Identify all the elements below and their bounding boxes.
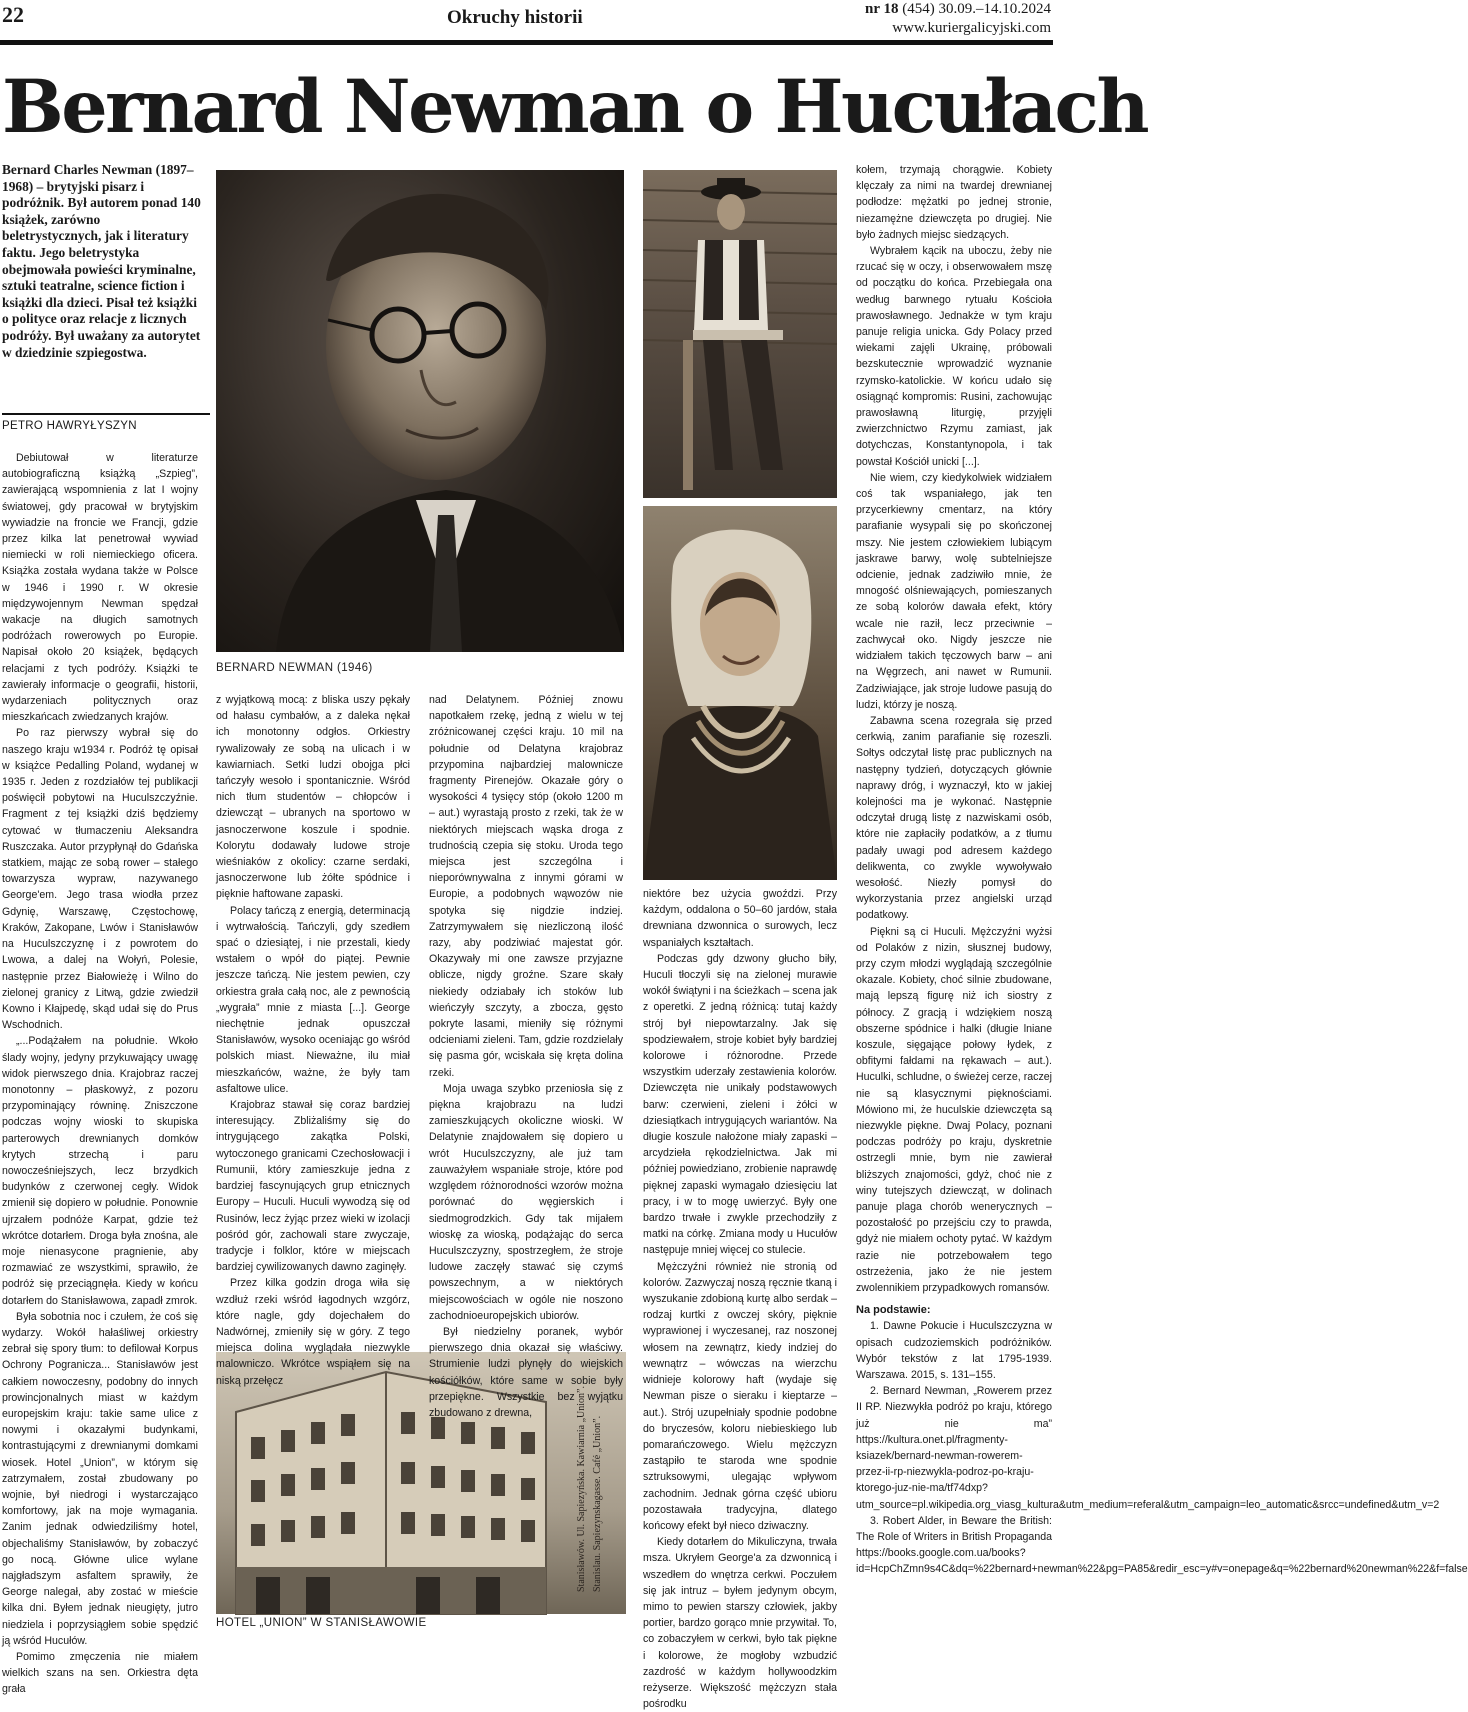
paragraph: niektóre bez użycia gwoździ. Przy każdym, oddalona o 50–60 jardów, stała drewniana dzwonnica o surowych, lecz wspaniałych kształtach. <box>643 888 837 949</box>
paragraph: Była sobotnia noc i czułem, że coś się wydarzy. Wokół hałaśliwej orkiestry zebrał się spory tłum: to defilował Korpus Ochrony Pogranicza... Stanisławów jest całkiem nowoczesny, podobny do innych prowincjonalnych miast w każdym europejskim kraju: takie same ulice z nowymi i okazałymi budynkami, kontrastującymi z drewnianymi domkami wiosek. Hotel „Union”, w którym się zatrzymałem, został zbudowany po wojnie, był niedrogi i wystarczająco komfortowy, jak na moje wymagania. Zanim jednak odwiedziliśmy hotel, objechaliśmy Stanisławów, by zobaczyć go nocą. Główne ulice wylane najgładszym asfaltem sprawiły, że George nalegał, aby zostać w mieście kilka dni. Byłem jednak nieugięty, jutro niedziela i poprzysiągłem sobie spędzić ją wśród Hucułów. <box>2 1310 198 1647</box>
paragraph: nad Delatynem. Później znowu napotkałem rzekę, jedną z wielu w tej zróżnicowanej części kraju. 10 mil na południe od Delatyna krajobraz przypomina najbardziej malownicze fragmenty Pirenejów. Okazałe góry o wysokości 4 tysięcy stóp (około 1200 m – aut.) wyrastają prosto z rzeki, tak że w niektórych miejscach wąska droga z trudnością czepia się stoku. Uroda tego miejsca jest szczególna i nieporównywalna z innymi górami w Europie, a podobnych wąwozów nie spotyka się nigdzie indziej. Zatrzymywałem się niezliczoną ilość razy, aby podziwiać majestat gór. Okazywały mi one zawsze przyjazne oblicze, nigdy groźne. Szare skały niekiedy odziabały ich stoków lub wieńczyły szczyty, a zbocza, gęsto pokryte lasami, mieniły się różnymi odcieniami zieleni. Tam, gdzie rozdzielały się pasma gór, wciskała się kręta dolina rzeki. <box>429 694 623 1079</box>
paragraph: Po raz pierwszy wybrał się do naszego kraju w1934 r. Podróż tę opisał w książce Pedalling Poland, wydanej w 1935 r. Jeden z rozdziałów tej publikacji poświęcił pobytowi na Huculszczyźnie. Fragment z tej książki dziś będziemy cytować w tłumaczeniu Aleksandra Ruszczaka. Autor przypłynął do Gdańska statkiem, mając ze sobą rower – stałego towarzysza wypraw, nazywanego George'em. Jego trasa wiodła przez Gdynię, Warszawę, Częstochowę, Kraków, Zakopane, Lwów i Stanisławów na Huculszczyznę i z powrotem do Lwowa, a dalej na Wołyń, Polesie, następnie przez Białowieżę i Wilno do zielonej granicy z Litwą, gdzie zwiedził Kowno i Kłajpedę, skąd udał się do Prus Wschodnich. <box>2 727 198 1032</box>
newman-portrait-photo <box>216 170 624 652</box>
source-item[interactable]: 3. Robert Alder, in Beware the British: The Role of Writers in British Propaganda https://books.google.com.ua/books?id=HcpChZmn9s4C&dq=%22bernard+newman%22&pg=PA85&redir_esc=y#v=onepage&q=%22bernard%20newman%22&f=false <box>856 1514 1468 1576</box>
paragraph: Kiedy dotarłem do Mikuliczyna, trwała msza. Ukryłem George'a za dzwonnicą i wszedłem do wnętrza cerkwi. Poczułem się jak intruz – byłem jedynym obcym, mimo to pewien starszy człowiek, jakby portier, bardzo gorąco mnie przywitał. To, co zobaczyłem w cerkwi, było tak piękne i kolorowe, że mogłoby wzbudzić zazdrość w każdym hollywoodzkim reżyserze. Większość mężczyzn stała pośrodku <box>643 1536 837 1711</box>
website-link[interactable]: www.kuriergalicyjski.com <box>892 20 1051 36</box>
paragraph: Debiutował w literaturze autobiograficzną książką „Szpieg”, zawierającą wspomnienia z lat I wojny światowej, gdy pracował w brytyjskim wywiadzie na froncie we Francji, gdzie przez kilka lat penetrował wywiad niemiecki w roli niemieckiego oficera. Książka została wydana także w Polsce w 1946 i 1990 r. W okresie międzywojennym Newman spędzał wakacje na długich samotnych podróżach rowerowych po Europie. Napisał około 20 książek, będących relacjami z tych podróży. Książki te zawierały informacje o geografii, historii, wydarzeniach politycznych oraz mieszkańcach zwiedzanych krajów. <box>2 452 198 724</box>
issue-info <box>865 0 1051 38</box>
paragraph: Polacy tańczą z energią, determinacją i wytrwałością. Tańczyli, gdy szedłem spać o dziesiątej, i nie przestali, kiedy wstałem o wpół do piątej. Pewnie jeszcze tańczą. Nie jestem pewien, czy orkiestra grała całą noc, ale z pewnością „wygrała” mnie z miasta [...]. George niechętnie jednak opuszczał Stanisławów, wysoko oceniając go wśród polskich miast. Nieważne, ilu miał mieszkańców, ważne, że były tam asfaltowe ulice. <box>216 904 410 1095</box>
paragraph: Piękni są ci Huculi. Mężczyźni wyżsi od Polaków z nizin, słusznej budowy, przy czym młodzi wyglądają szczególnie okazale. Kobiety, choć silnie zbudowane, mają lepszą figurę niż ich siostry z północy. Z gracją i wdziękiem noszą obszerne spódnice i halki (długie lniane koszule, sięgające połowy łydek, z obfitymi fałdami na rękawach – aut.). Huculki, schludne, o świeżej cerze, raczej nie są klasycznymi pięknościami. Mówiono mi, że huculskie dziewczęta są niezwykle piękne. Dwaj Polacy, poznani podczas podróży po kraju, dyskretnie ostrzegli mnie, bym nie zawierał bliższych znajomości, gdyż, choć nie z winy tutejszych dziewcząt, w dolinach panuje plaga chorób wenerycznych – pozostałość po przejściu czy to prawda, gdyż nie miałem ochoty pytać. W każdym razie nie potrzebowałem tego ostrzeżenia, jako że nie jestem zwolennikiem przypadkowych romansów. <box>856 925 1052 1295</box>
paragraph: Moja uwaga szybko przeniosła się z piękna krajobrazu na ludzi zamieszkujących okoliczne wioski. W Delatynie znajdowałem się dopiero u wrót Huculszczyzny, ale już tam zauważyłem wspaniałe stroje, które pod względem różnorodności wzorów można porównać do węgierskich i siedmogrodzkich. Gdy tak mijałem wioskę za wioską, podążając do serca Huculszczyzny, spostrzegłem, że stroje ludowe zaczęły stawać się czymś powszechnym, a w niektórych miejscowościach w ogóle nie noszono zachodnioeuropejskich ubiorów. <box>429 1082 623 1322</box>
hutsul-man-photo <box>643 170 837 498</box>
headline: Bernard Newman o Hucułach <box>2 64 1148 150</box>
portrait-illustration <box>216 170 624 652</box>
paragraph: kołem, trzymają chorągwie. Kobiety klęczały za nimi na twardej drewnianej podłodze: mężatki po jednej stronie, niezamężne dziewczęta po drugiej. Nie było żadnych miejsc siedzących. <box>856 164 1052 241</box>
source-item: 1. Dawne Pokucie i Huculszczyzna w opisach cudzoziemskich podróżników. Wybór tekstów z lat 1795-1939. Warszawa. 2015, s. 131–155. <box>856 1320 1052 1382</box>
issue-number: nr 18 <box>865 1 899 17</box>
paragraph: Przez kilka godzin droga wiła się wzdłuż rzeki wśród łagodnych wzgórz, które nagle, gdy dojechałem do Nadwórnej, zmieniły się w góry. Z tego miejsca dolina wyglądała niezwykle malowniczo. Wkrótce wspiąłem się na niską przełęcz <box>216 1277 410 1387</box>
source-item[interactable]: 2. Bernard Newman, „Rowerem przez II RP. Niezwykła podróż po kraju, którego już nie ma” https://kultura.onet.pl/fragmenty-ksiazek/bernard-newman-rowerem-przez-ii-rp-niezwykla-podroz-po-kraju-ktorego-juz-nie-ma/tf74dxp?utm_source=pl.wikipedia.org_viasg_kultura&utm_medium=referal&utm_campaign=leo_automatic&srcc=undefined&utm_v=2 <box>856 1385 1440 1511</box>
paragraph: Podczas gdy dzwony głucho biły, Huculi tłoczyli się na zielonej murawie wokół świątyni i na ścieżkach – scena jak z operetki. Z jedną różnicą: tutaj każdy strój był niepowtarzalny. Jak się spodziewałem, stroje kobiet były bardziej kolorowe i różnorodne. Przede wszystkim uderzały zestawienia kolorów. Dziewczęta nie unikały podstawowych barw: czerwieni, zieleni i żółci w dziesiątkach intrygujących wariantów. Na długie koszule nałożone miały zapaski – arcydzieła rękodzielnictwa. Jak mi później powiedziano, zrobienie naprawdę pięknej zapaski wymagało dziesięciu lat pracy, i w to mogę uwierzyć. Były one bardzo trwałe i zwykle przechodziły z matki na córkę. Zmiana mody u Hucułów następuje mniej więcej co stulecie. <box>643 952 837 1257</box>
paragraph: Pomimo zmęczenia nie miałem wielkich szans na sen. Orkiestra dęta grała <box>2 1651 198 1696</box>
article-column-4 <box>643 886 837 1712</box>
postcard-caption-line2: Stanislau. Sapiezynskagasse. Café „Union”. <box>592 1415 603 1592</box>
newman-photo-caption: BERNARD NEWMAN (1946) <box>216 662 373 674</box>
paragraph: Wybrałem kącik na uboczu, żeby nie rzucać się w oczy, i obserwowałem mszę od początku do końca. Przebiegała ona według barwnego rytuału Kościoła prawosławnego. Jednakże w tym kraju panuje religia unicka. Gdy Polacy przed wiekami zajęli Ukrainę, próbowali bezskutecznie wprowadzić wyznanie rzymsko-katolickie. W końcu udało się osiągnąć kompromis: Rusini, zachowując prawosławną liturgię, przyjęli zwierzchnictwo Rzymu zamiast, jak dotychczas, Konstantynopola, i tak powstał Kościół unicki [...]. <box>856 245 1052 468</box>
sources-heading: Na podstawie: <box>856 1304 931 1317</box>
paragraph: Zabawna scena rozegrała się przed cerkwią, zanim parafianie się rozeszli. Sołtys odczytał listę prac publicznych na następny tydzień, dotyczących głównie naprawy dróg, i wyznaczył, kto w jakiej kolejności ma je wykonać. Następnie odczytał drugą listę z nazwiskami osób, które nie zapłaciły podatków, a z tłumu padały uwagi pod adresem każdego delikwenta, co zwykle wywoływało wesołość. Niezły pomysł do wykorzystania przez angielski urząd podatkowy. <box>856 714 1052 922</box>
hotel-photo-caption: HOTEL „UNION” W STANISŁAWOWIE <box>216 1617 427 1629</box>
header-rule <box>0 40 1053 45</box>
paragraph: Nie wiem, czy kiedykolwiek widziałem coś tak wspaniałego, jak ten przycerkiewny cmentarz, na który parafianie wysypali się po skończonej mszy. Nie jestem człowiekiem lubiącym jaskrawe barwy, wolę subtelniejsze odcienie, jednak zadziwiło mnie, że mnogość olśniewających, pomieszanych ze sobą kolorów dawała efekt, który wcale nie raził, lecz przeciwnie – zachwycał oko. Nigdy jeszcze nie widziałem takich tęczowych barw – ani na Węgrzech, ani nawet w Rumunii. Zadziwiające, jak stroje ludowe pasują do ludzi, którzy je noszą. <box>856 471 1052 711</box>
article-column-1 <box>2 450 198 1698</box>
paragraph: z wyjątkową mocą: z bliska uszy pękały od hałasu cymbałów, a z daleka nękał ich monotonny odgłos. Orkiestry rywalizowały ze sobą na ulicach i w kawiarniach. Setki ludzi obojga płci tańczyły wesoło i spontanicznie. Wśród nich tłum studentów – chłopców i dziewcząt – ubranych na sportowo w jasnoczerwone koszule i spodnie. Kolorytu dodawały ludowe stroje wieśniaków z okolicy: czarne serdaki, jasnoczerwone lub żółte spódnice i pięknie haftowane zapaski. <box>216 694 410 901</box>
page-number: 22 <box>2 2 24 27</box>
paragraph: Mężczyźni również nie stronią od kolorów. Zazwyczaj noszą ręcznie tkaną i wyszukanie zdobioną kurtę albo serdak – rodzaj kurtki z owczej skóry, pięknie wyprawionej i wyczesanej, raz noszonej włosem na zewnątrz, kiedy indziej do wewnątrz – wówczas na wierzchu widnieje kolorowy haft (wydaje się Newman pisze o sieraku i kieptarze – aut.). Strój uzupełniały spodnie podobne do bryczesów, koloru niebieskiego lub pomarańczowego. Wielu mężczyzn zastąpiło te staroda wne spodnie sztruksowymi, ulegając wpływom zachodnim. Jednak górna część ubioru pozostawała tradycyjna, dlatego końcowy efekt był nieco dziwaczny. <box>643 1260 837 1532</box>
paragraph: „...Podążałem na południe. Wkoło ślady wojny, jedyny przykuwający uwagę widok pierwszego dnia. Krajobraz raczej monotonny – płaskowyż, z pozoru przypominający równinę. Zniszczone podczas wojny wioski to skupiska parterowych drewnianych domków krytych strzechą i paru nowocześniejszych, lecz brzydkich budynków z czerwonej cegły. Widok zmienił się dopiero w południe. Ponownie ujrzałem podnóże Karpat, gdzie też wkrótce dotarłem. Droga była znośna, ale moje nienasycone pragnienie, aby rozmawiać ze wszystkimi, sprawiło, że podróż się przeciągnęła. Kiedy w końcu dotarłem do Stanisławowa, zapadł zmrok. <box>2 1035 198 1307</box>
hutsul-man-illustration <box>643 170 837 498</box>
article-column-5 <box>856 162 1468 1578</box>
article-column-2 <box>216 692 410 1389</box>
issue-dates: (454) 30.09.–14.10.2024 <box>902 1 1051 17</box>
postcard-caption-line1: Stanisławów. Ul. Sapiezyńska. Kawiarnia „Union”. <box>576 1386 587 1592</box>
paragraph: Był niedzielny poranek, wybór pierwszego dnia okazał się właściwy. Strumienie ludzi płynęły do wiejskich kościółków, które same w sobie były przepiękne. Wszystkie bez wyjątku zbudowano z drewna, <box>429 1325 623 1419</box>
lede: Bernard Charles Newman (1897–1968) – brytyjski pisarz i podróżnik. Był autorem ponad 140 książek, zarówno beletrystycznych, jak i literatury faktu. Jego beletrystyka obejmowała powieści kryminalne, sztuki teatralne, science fiction i książki dla dzieci. Pisał też książki o polityce oraz relacje z licznych podróży. Był uważany za autorytet w dziedzinie szpiegostwa. <box>2 162 201 360</box>
page-header <box>0 0 1053 46</box>
paragraph: Krajobraz stawał się coraz bardziej interesujący. Zbliżaliśmy się do intrygującego zakątka Polski, wytoczonego granicami Czechosłowacji i Rumunii, który zamieszkuje jedna z bardziej fascynujących grup etnicznych Europy – Huculi. Huculi wywodzą się od Rusinów, lecz żyjąc przez wieki w izolacji pośród gór, zachowali stare zwyczaje, tradycje i folklor, które w miejscach bardziej cywilizowanych dawno zaginęły. <box>216 1099 410 1274</box>
author-byline: PETRO HAWRYŁYSZYN <box>2 420 137 432</box>
section-title: Okruchy historii <box>447 7 583 28</box>
hutsul-woman-photo <box>643 506 837 880</box>
article-column-3 <box>429 692 623 1421</box>
lede-rule <box>2 413 210 415</box>
hutsul-woman-illustration <box>643 506 837 880</box>
